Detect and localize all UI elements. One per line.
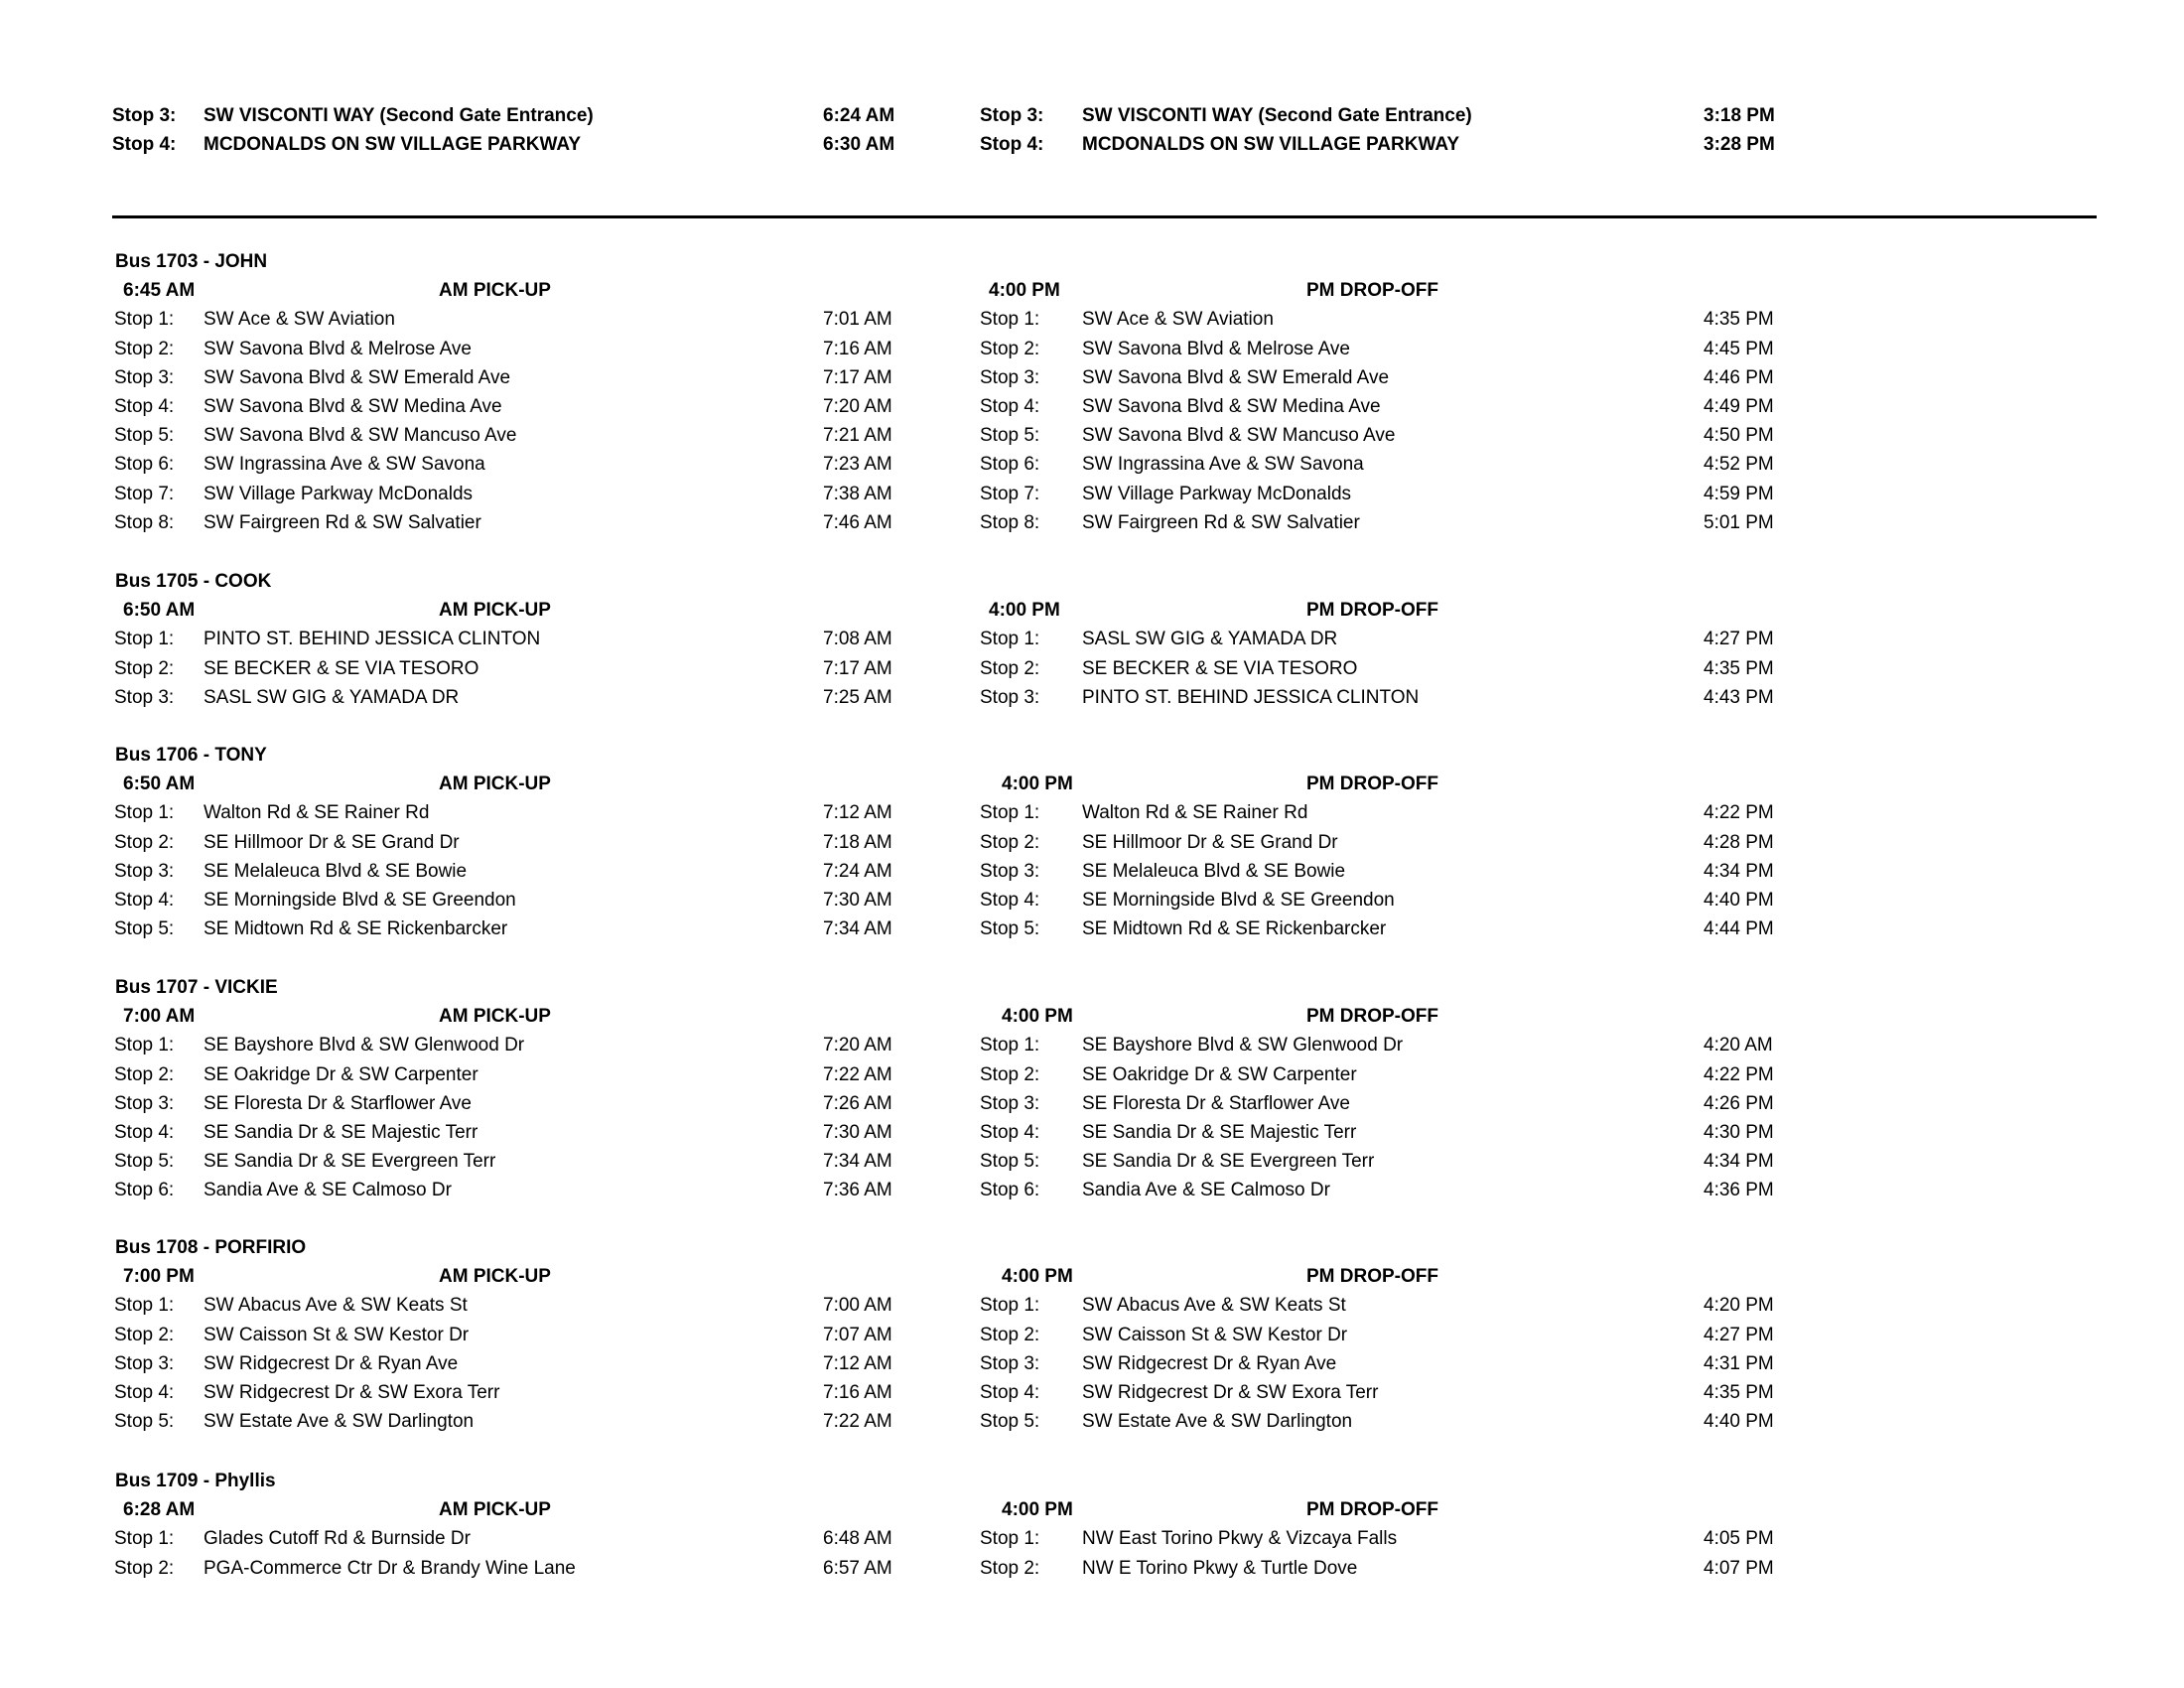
stop-time: 7:38 AM xyxy=(823,484,892,504)
bus-title: Bus 1705 - COOK xyxy=(115,571,272,592)
stop-location: SE Melaleuca Blvd & SE Bowie xyxy=(1082,861,1346,882)
stop-time: 4:28 PM xyxy=(1704,832,1774,853)
stop-label: Stop 2: xyxy=(114,1064,175,1085)
stop-time: 7:23 AM xyxy=(823,454,892,475)
stop-location: SW Estate Ave & SW Darlington xyxy=(1082,1411,1353,1432)
stop-location: SE Midtown Rd & SE Rickenbarcker xyxy=(1082,918,1387,939)
pm-section-label: PM DROP-OFF xyxy=(1306,280,1438,302)
stop-location: SW Abacus Ave & SW Keats St xyxy=(204,1295,468,1316)
stop-label: Stop 2: xyxy=(980,339,1040,359)
pm-section-label: PM DROP-OFF xyxy=(1306,774,1438,795)
stop-label: Stop 7: xyxy=(980,484,1040,504)
stop-location: SE Melaleuca Blvd & SE Bowie xyxy=(204,861,468,882)
stop-location: SE Bayshore Blvd & SW Glenwood Dr xyxy=(204,1035,525,1055)
stop-label: Stop 1: xyxy=(114,309,175,330)
bus-title: Bus 1707 - VICKIE xyxy=(115,977,278,998)
stop-time: 6:30 AM xyxy=(823,134,895,155)
am-start-time: 6:45 AM xyxy=(123,280,196,302)
stop-location: SE Floresta Dr & Starflower Ave xyxy=(204,1093,472,1114)
stop-location: SW Fairgreen Rd & SW Salvatier xyxy=(1082,512,1360,533)
stop-location: SE Floresta Dr & Starflower Ave xyxy=(1082,1093,1350,1114)
section-divider xyxy=(112,215,2097,218)
stop-time: 4:35 PM xyxy=(1704,658,1774,679)
stop-time: 4:20 PM xyxy=(1704,1295,1774,1316)
am-section-label: AM PICK-UP xyxy=(439,1499,551,1521)
stop-label: Stop 3: xyxy=(114,1353,175,1374)
stop-time: 4:22 PM xyxy=(1704,802,1774,823)
stop-location: SASL SW GIG & YAMADA DR xyxy=(1082,629,1338,649)
stop-label: Stop 4: xyxy=(114,1122,175,1143)
stop-time: 6:57 AM xyxy=(823,1558,892,1579)
stop-label: Stop 1: xyxy=(114,802,175,823)
stop-location: SE Oakridge Dr & SW Carpenter xyxy=(204,1064,478,1085)
stop-location: SW VISCONTI WAY (Second Gate Entrance) xyxy=(1082,105,1472,126)
stop-time: 7:00 AM xyxy=(823,1295,892,1316)
stop-label: Stop 2: xyxy=(114,1325,175,1345)
stop-time: 7:22 AM xyxy=(823,1411,892,1432)
stop-label: Stop 3: xyxy=(980,105,1044,126)
stop-label: Stop 1: xyxy=(980,1528,1040,1549)
stop-time: 4:27 PM xyxy=(1704,629,1774,649)
stop-location: SW Ace & SW Aviation xyxy=(204,309,395,330)
stop-label: Stop 1: xyxy=(114,1295,175,1316)
stop-label: Stop 6: xyxy=(980,1180,1040,1200)
stop-label: Stop 1: xyxy=(980,1295,1040,1316)
stop-time: 5:01 PM xyxy=(1704,512,1774,533)
stop-location: SE Bayshore Blvd & SW Glenwood Dr xyxy=(1082,1035,1404,1055)
stop-label: Stop 3: xyxy=(114,1093,175,1114)
am-section-label: AM PICK-UP xyxy=(439,774,551,795)
pm-section-label: PM DROP-OFF xyxy=(1306,1499,1438,1521)
stop-time: 7:16 AM xyxy=(823,339,892,359)
stop-time: 4:34 PM xyxy=(1704,1151,1774,1172)
stop-time: 7:18 AM xyxy=(823,832,892,853)
stop-location: SE Hillmoor Dr & SE Grand Dr xyxy=(1082,832,1338,853)
stop-time: 3:28 PM xyxy=(1704,134,1775,155)
stop-location: SW Ridgecrest Dr & Ryan Ave xyxy=(1082,1353,1337,1374)
stop-label: Stop 3: xyxy=(980,367,1040,388)
stop-label: Stop 7: xyxy=(114,484,175,504)
stop-time: 7:26 AM xyxy=(823,1093,892,1114)
stop-time: 4:52 PM xyxy=(1704,454,1774,475)
stop-time: 7:01 AM xyxy=(823,309,892,330)
stop-label: Stop 5: xyxy=(980,1411,1040,1432)
stop-time: 3:18 PM xyxy=(1704,105,1775,126)
stop-label: Stop 1: xyxy=(114,1528,175,1549)
stop-location: SW Ingrassina Ave & SW Savona xyxy=(1082,454,1364,475)
stop-label: Stop 3: xyxy=(980,1353,1040,1374)
stop-time: 7:36 AM xyxy=(823,1180,892,1200)
stop-label: Stop 6: xyxy=(980,454,1040,475)
stop-time: 7:30 AM xyxy=(823,890,892,911)
stop-location: Walton Rd & SE Rainer Rd xyxy=(204,802,430,823)
stop-location: SW Savona Blvd & SW Emerald Ave xyxy=(204,367,511,388)
stop-label: Stop 5: xyxy=(980,918,1040,939)
stop-location: SASL SW GIG & YAMADA DR xyxy=(204,687,460,708)
stop-location: SW Savona Blvd & SW Emerald Ave xyxy=(1082,367,1390,388)
stop-time: 4:43 PM xyxy=(1704,687,1774,708)
pm-start-time: 4:00 PM xyxy=(989,600,1060,622)
pm-section-label: PM DROP-OFF xyxy=(1306,600,1438,622)
stop-label: Stop 5: xyxy=(114,425,175,446)
stop-label: Stop 4: xyxy=(112,134,177,155)
stop-location: Sandia Ave & SE Calmoso Dr xyxy=(1082,1180,1330,1200)
bus-title: Bus 1709 - Phyllis xyxy=(115,1471,276,1491)
stop-time: 4:26 PM xyxy=(1704,1093,1774,1114)
stop-location: PINTO ST. BEHIND JESSICA CLINTON xyxy=(204,629,541,649)
stop-time: 7:17 AM xyxy=(823,658,892,679)
stop-label: Stop 4: xyxy=(980,1122,1040,1143)
stop-label: Stop 4: xyxy=(114,890,175,911)
stop-time: 4:49 PM xyxy=(1704,396,1774,417)
stop-label: Stop 6: xyxy=(114,454,175,475)
stop-label: Stop 3: xyxy=(114,687,175,708)
stop-label: Stop 4: xyxy=(980,134,1044,155)
bus-title: Bus 1708 - PORFIRIO xyxy=(115,1237,307,1258)
pm-start-time: 4:00 PM xyxy=(1002,1499,1073,1521)
stop-time: 7:07 AM xyxy=(823,1325,892,1345)
stop-label: Stop 4: xyxy=(980,396,1040,417)
bus-title: Bus 1703 - JOHN xyxy=(115,251,268,272)
stop-label: Stop 4: xyxy=(114,396,175,417)
stop-time: 7:30 AM xyxy=(823,1122,892,1143)
stop-time: 6:48 AM xyxy=(823,1528,892,1549)
stop-label: Stop 3: xyxy=(980,687,1040,708)
stop-time: 7:21 AM xyxy=(823,425,892,446)
pm-start-time: 4:00 PM xyxy=(989,280,1060,302)
stop-label: Stop 2: xyxy=(114,832,175,853)
stop-label: Stop 1: xyxy=(980,629,1040,649)
stop-location: Glades Cutoff Rd & Burnside Dr xyxy=(204,1528,471,1549)
stop-location: MCDONALDS ON SW VILLAGE PARKWAY xyxy=(204,134,582,155)
stop-location: SW Savona Blvd & SW Mancuso Ave xyxy=(1082,425,1396,446)
stop-label: Stop 4: xyxy=(114,1382,175,1403)
stop-label: Stop 4: xyxy=(980,1382,1040,1403)
stop-location: SE Sandia Dr & SE Evergreen Terr xyxy=(204,1151,496,1172)
stop-time: 6:24 AM xyxy=(823,105,895,126)
stop-location: SE Sandia Dr & SE Evergreen Terr xyxy=(1082,1151,1375,1172)
stop-time: 4:22 PM xyxy=(1704,1064,1774,1085)
stop-location: SW VISCONTI WAY (Second Gate Entrance) xyxy=(204,105,594,126)
stop-label: Stop 5: xyxy=(114,918,175,939)
stop-location: SW Estate Ave & SW Darlington xyxy=(204,1411,475,1432)
stop-location: SW Savona Blvd & Melrose Ave xyxy=(1082,339,1350,359)
am-section-label: AM PICK-UP xyxy=(439,1266,551,1288)
bus-title: Bus 1706 - TONY xyxy=(115,745,267,766)
stop-location: SE Sandia Dr & SE Majestic Terr xyxy=(204,1122,478,1143)
stop-location: SW Ridgecrest Dr & Ryan Ave xyxy=(204,1353,459,1374)
stop-location: SW Caisson St & SW Kestor Dr xyxy=(204,1325,470,1345)
stop-location: SE Morningside Blvd & SE Greendon xyxy=(204,890,516,911)
pm-section-label: PM DROP-OFF xyxy=(1306,1266,1438,1288)
stop-time: 4:50 PM xyxy=(1704,425,1774,446)
pm-start-time: 4:00 PM xyxy=(1002,1006,1073,1028)
stop-label: Stop 8: xyxy=(980,512,1040,533)
stop-label: Stop 3: xyxy=(114,861,175,882)
stop-time: 7:17 AM xyxy=(823,367,892,388)
stop-label: Stop 5: xyxy=(114,1151,175,1172)
stop-label: Stop 1: xyxy=(980,802,1040,823)
stop-label: Stop 1: xyxy=(980,1035,1040,1055)
stop-time: 4:05 PM xyxy=(1704,1528,1774,1549)
stop-time: 7:25 AM xyxy=(823,687,892,708)
stop-location: SW Abacus Ave & SW Keats St xyxy=(1082,1295,1346,1316)
stop-location: SW Fairgreen Rd & SW Salvatier xyxy=(204,512,481,533)
am-start-time: 6:50 AM xyxy=(123,774,196,795)
stop-location: SE BECKER & SE VIA TESORO xyxy=(1082,658,1358,679)
stop-time: 4:40 PM xyxy=(1704,890,1774,911)
stop-location: SW Ace & SW Aviation xyxy=(1082,309,1274,330)
stop-location: SE Sandia Dr & SE Majestic Terr xyxy=(1082,1122,1357,1143)
stop-label: Stop 3: xyxy=(980,861,1040,882)
stop-time: 4:20 AM xyxy=(1704,1035,1773,1055)
stop-location: SW Savona Blvd & Melrose Ave xyxy=(204,339,472,359)
stop-time: 7:46 AM xyxy=(823,512,892,533)
pm-start-time: 4:00 PM xyxy=(1002,1266,1073,1288)
stop-location: SE BECKER & SE VIA TESORO xyxy=(204,658,479,679)
stop-label: Stop 6: xyxy=(114,1180,175,1200)
stop-time: 7:16 AM xyxy=(823,1382,892,1403)
stop-time: 4:46 PM xyxy=(1704,367,1774,388)
stop-time: 4:36 PM xyxy=(1704,1180,1774,1200)
stop-location: SE Oakridge Dr & SW Carpenter xyxy=(1082,1064,1357,1085)
stop-time: 4:27 PM xyxy=(1704,1325,1774,1345)
am-start-time: 6:28 AM xyxy=(123,1499,196,1521)
stop-time: 4:44 PM xyxy=(1704,918,1774,939)
stop-label: Stop 3: xyxy=(980,1093,1040,1114)
stop-label: Stop 3: xyxy=(114,367,175,388)
stop-location: SW Village Parkway McDonalds xyxy=(1082,484,1352,504)
stop-time: 4:30 PM xyxy=(1704,1122,1774,1143)
stop-location: NW E Torino Pkwy & Turtle Dove xyxy=(1082,1558,1358,1579)
stop-location: SW Ridgecrest Dr & SW Exora Terr xyxy=(1082,1382,1379,1403)
stop-location: SE Morningside Blvd & SE Greendon xyxy=(1082,890,1395,911)
stop-label: Stop 1: xyxy=(114,629,175,649)
stop-location: NW East Torino Pkwy & Vizcaya Falls xyxy=(1082,1528,1398,1549)
stop-location: Walton Rd & SE Rainer Rd xyxy=(1082,802,1308,823)
stop-time: 4:45 PM xyxy=(1704,339,1774,359)
stop-label: Stop 4: xyxy=(980,890,1040,911)
stop-location: SW Ridgecrest Dr & SW Exora Terr xyxy=(204,1382,500,1403)
stop-time: 4:07 PM xyxy=(1704,1558,1774,1579)
stop-label: Stop 2: xyxy=(980,1064,1040,1085)
am-start-time: 6:50 AM xyxy=(123,600,196,622)
stop-time: 7:20 AM xyxy=(823,396,892,417)
am-start-time: 7:00 PM xyxy=(123,1266,195,1288)
stop-label: Stop 8: xyxy=(114,512,175,533)
am-section-label: AM PICK-UP xyxy=(439,600,551,622)
stop-label: Stop 2: xyxy=(114,1558,175,1579)
stop-time: 7:12 AM xyxy=(823,1353,892,1374)
stop-label: Stop 2: xyxy=(980,1325,1040,1345)
pm-start-time: 4:00 PM xyxy=(1002,774,1073,795)
stop-time: 7:24 AM xyxy=(823,861,892,882)
stop-label: Stop 5: xyxy=(114,1411,175,1432)
stop-location: SW Ingrassina Ave & SW Savona xyxy=(204,454,485,475)
am-section-label: AM PICK-UP xyxy=(439,1006,551,1028)
stop-location: Sandia Ave & SE Calmoso Dr xyxy=(204,1180,452,1200)
stop-time: 4:35 PM xyxy=(1704,1382,1774,1403)
pm-section-label: PM DROP-OFF xyxy=(1306,1006,1438,1028)
stop-label: Stop 5: xyxy=(980,1151,1040,1172)
stop-time: 7:34 AM xyxy=(823,918,892,939)
stop-location: SW Village Parkway McDonalds xyxy=(204,484,474,504)
stop-time: 4:59 PM xyxy=(1704,484,1774,504)
am-section-label: AM PICK-UP xyxy=(439,280,551,302)
am-start-time: 7:00 AM xyxy=(123,1006,196,1028)
stop-location: SW Caisson St & SW Kestor Dr xyxy=(1082,1325,1348,1345)
stop-label: Stop 2: xyxy=(980,658,1040,679)
stop-time: 7:22 AM xyxy=(823,1064,892,1085)
stop-location: SW Savona Blvd & SW Medina Ave xyxy=(204,396,502,417)
stop-time: 4:40 PM xyxy=(1704,1411,1774,1432)
stop-location: SW Savona Blvd & SW Mancuso Ave xyxy=(204,425,517,446)
stop-time: 4:31 PM xyxy=(1704,1353,1774,1374)
stop-time: 4:35 PM xyxy=(1704,309,1774,330)
stop-time: 7:34 AM xyxy=(823,1151,892,1172)
stop-label: Stop 1: xyxy=(114,1035,175,1055)
stop-location: PGA-Commerce Ctr Dr & Brandy Wine Lane xyxy=(204,1558,576,1579)
stop-time: 4:34 PM xyxy=(1704,861,1774,882)
stop-time: 7:08 AM xyxy=(823,629,892,649)
stop-label: Stop 2: xyxy=(114,339,175,359)
stop-label: Stop 3: xyxy=(112,105,177,126)
stop-label: Stop 1: xyxy=(980,309,1040,330)
stop-location: MCDONALDS ON SW VILLAGE PARKWAY xyxy=(1082,134,1460,155)
stop-location: SW Savona Blvd & SW Medina Ave xyxy=(1082,396,1381,417)
stop-label: Stop 5: xyxy=(980,425,1040,446)
stop-time: 7:12 AM xyxy=(823,802,892,823)
stop-label: Stop 2: xyxy=(114,658,175,679)
stop-location: SE Midtown Rd & SE Rickenbarcker xyxy=(204,918,508,939)
stop-time: 7:20 AM xyxy=(823,1035,892,1055)
stop-label: Stop 2: xyxy=(980,832,1040,853)
stop-location: PINTO ST. BEHIND JESSICA CLINTON xyxy=(1082,687,1420,708)
stop-label: Stop 2: xyxy=(980,1558,1040,1579)
stop-location: SE Hillmoor Dr & SE Grand Dr xyxy=(204,832,460,853)
